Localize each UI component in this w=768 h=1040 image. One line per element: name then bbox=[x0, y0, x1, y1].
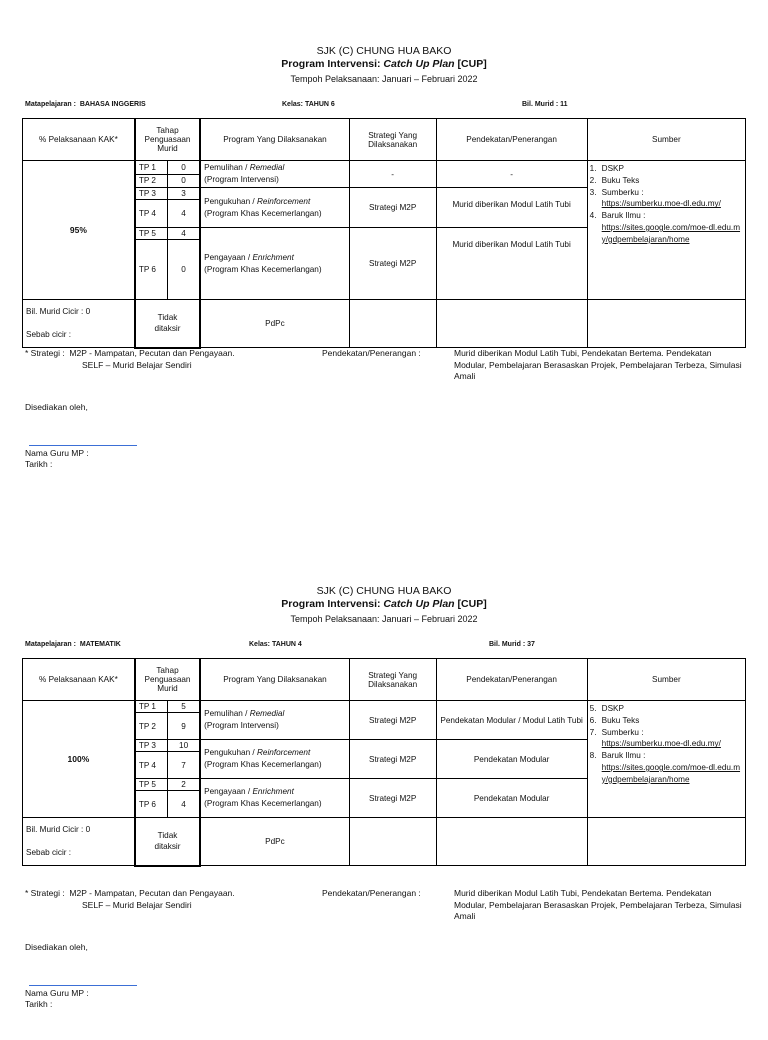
program-cell bbox=[200, 228, 349, 300]
tp-value: 2 bbox=[168, 779, 201, 791]
program-name-en: Remedial bbox=[249, 709, 285, 718]
program-cell bbox=[200, 188, 349, 228]
source-item bbox=[590, 175, 743, 187]
empty-source-cell bbox=[587, 300, 745, 348]
dropout-reason-label: Sebab cicir : bbox=[26, 848, 72, 857]
count-label: Bil. Murid : bbox=[522, 101, 559, 108]
header-source: Sumber bbox=[587, 659, 745, 701]
subject-info bbox=[25, 641, 121, 648]
strategy-line2: SELF – Murid Belajar Sendiri bbox=[82, 359, 192, 370]
class-label: Kelas: bbox=[282, 101, 304, 108]
subject-value: BAHASA INGGERIS bbox=[79, 101, 146, 108]
program-name: Pengukuhan / bbox=[204, 748, 257, 757]
dropout-label: Bil. Murid Cicir : bbox=[26, 825, 84, 834]
tp-label: TP 6 bbox=[135, 240, 168, 300]
program-name: Pemulihan / bbox=[204, 163, 250, 172]
strategy-line1: M2P - Mampatan, Pecutan dan Pengayaan. bbox=[69, 348, 235, 358]
source-list bbox=[590, 163, 743, 246]
empty-approach-cell bbox=[436, 300, 587, 348]
tp-label: TP 1 bbox=[135, 161, 168, 175]
pdpc-cell: PdPc bbox=[200, 300, 349, 348]
program-title bbox=[0, 58, 768, 70]
subject-value: MATEMATIK bbox=[79, 641, 121, 648]
program-prefix: Program Intervensi: bbox=[281, 598, 384, 610]
strategy-cell: Strategi M2P bbox=[349, 779, 436, 818]
empty-source-cell bbox=[587, 818, 745, 866]
strategy-note bbox=[25, 348, 235, 360]
cup-form-section bbox=[0, 0, 768, 500]
program-suffix: [CUP] bbox=[454, 598, 487, 610]
tp-value: 0 bbox=[168, 174, 201, 188]
source-number: 8. bbox=[589, 751, 597, 761]
class-info bbox=[282, 101, 335, 108]
tp-value: 0 bbox=[168, 240, 201, 300]
source-item bbox=[590, 210, 743, 245]
source-link[interactable]: https://sumberku.moe-dl.edu.my/ bbox=[601, 739, 721, 749]
program-desc: (Program Khas Kecemerlangan) bbox=[204, 208, 322, 218]
program-name-en: Reinforcement bbox=[256, 196, 311, 206]
tp-value: 5 bbox=[168, 701, 201, 713]
program-cell bbox=[200, 740, 349, 779]
program-desc: (Program Khas Kecemerlangan) bbox=[204, 264, 322, 274]
period-line: Tempoh Pelaksanaan: Januari – Februari 2022 bbox=[290, 74, 478, 84]
school-name: SJK (C) CHUNG HUA BAKO bbox=[316, 585, 452, 597]
percent-cell: 95% bbox=[23, 161, 135, 300]
count-value: 37 bbox=[527, 641, 535, 648]
tp-label: TP 5 bbox=[135, 228, 168, 240]
approach-label: Pendekatan/Penerangan : bbox=[322, 888, 421, 898]
intervention-table bbox=[22, 118, 746, 349]
empty-strategy-cell bbox=[349, 818, 436, 866]
dropout-cell bbox=[23, 818, 135, 866]
class-value: TAHUN 6 bbox=[304, 101, 335, 108]
source-text: Sumberku : bbox=[601, 187, 644, 197]
program-prefix: Program Intervensi: bbox=[281, 58, 384, 70]
class-value: TAHUN 4 bbox=[271, 641, 302, 648]
class-info bbox=[249, 641, 302, 648]
cup-form-section bbox=[0, 540, 768, 1040]
percent-cell: 100% bbox=[23, 701, 135, 818]
program-desc: (Program Intervensi) bbox=[204, 721, 279, 730]
approach-label: Pendekatan/Penerangan : bbox=[322, 348, 421, 358]
source-cell bbox=[587, 701, 745, 818]
prepared-by: Disediakan oleh, bbox=[25, 402, 88, 412]
subject-label: Matapelajaran : bbox=[25, 641, 76, 648]
source-number: 7. bbox=[589, 727, 597, 737]
student-count bbox=[489, 641, 535, 648]
program-name: Pengukuhan / bbox=[204, 196, 257, 206]
source-number: 4. bbox=[589, 211, 597, 221]
tp-value: 4 bbox=[168, 228, 201, 240]
strategy-cell: Strategi M2P bbox=[349, 740, 436, 779]
approach-cell: Murid diberikan Modul Latih Tubi bbox=[436, 228, 587, 300]
dropout-value: 0 bbox=[85, 825, 91, 834]
date-label: Tarikh : bbox=[25, 999, 53, 1009]
source-link[interactable]: https://sumberku.moe-dl.edu.my/ bbox=[601, 199, 721, 209]
tp-label: TP 6 bbox=[135, 791, 168, 818]
strategy-line1: M2P - Mampatan, Pecutan dan Pengayaan. bbox=[69, 888, 235, 898]
teacher-label: Nama Guru MP : bbox=[25, 988, 89, 998]
tp-value: 10 bbox=[168, 740, 201, 752]
not-assessed-text: Tidak ditaksir bbox=[154, 313, 181, 334]
dropout-cell bbox=[23, 300, 135, 348]
program-desc: (Program Khas Kecemerlangan) bbox=[204, 799, 322, 808]
program-title bbox=[0, 598, 768, 610]
program-name: Pengayaan / bbox=[204, 787, 253, 796]
source-text: Baruk Ilmu : bbox=[601, 751, 646, 761]
pdpc-cell: PdPc bbox=[200, 818, 349, 866]
student-count bbox=[522, 101, 568, 108]
program-name-en: Enrichment bbox=[252, 252, 294, 262]
source-text: Sumberku : bbox=[601, 727, 644, 737]
header-strategy: Strategi Yang Dilaksanakan bbox=[349, 119, 436, 161]
source-text: DSKP bbox=[601, 704, 624, 713]
dropout-reason-label: Sebab cicir : bbox=[26, 330, 72, 339]
program-italic: Catch Up Plan bbox=[383, 58, 455, 70]
header-level: Tahap Penguasaan Murid bbox=[135, 659, 200, 701]
source-link[interactable]: https://sites.google.com/moe-dl.edu.my/gdpembelajaran/home bbox=[601, 222, 741, 244]
approach-text: Murid diberikan Modul Latih Tubi, Pendekatan Bertema. Pendekatan Modular, Pembelajaran Berasaskan Projek, Pembelajaran Terbeza, Simulasi Amali bbox=[454, 348, 742, 381]
teacher-label: Nama Guru MP : bbox=[25, 448, 89, 458]
approach-cell: Pendekatan Modular bbox=[436, 779, 587, 818]
period-line: Tempoh Pelaksanaan: Januari – Februari 2022 bbox=[290, 614, 478, 624]
tp-label: TP 3 bbox=[135, 188, 168, 200]
program-cell bbox=[200, 779, 349, 818]
program-cell bbox=[200, 701, 349, 740]
header-level: Tahap Penguasaan Murid bbox=[135, 119, 200, 161]
source-list bbox=[590, 703, 743, 786]
tp-value: 7 bbox=[168, 752, 201, 779]
approach-cell: - bbox=[436, 161, 587, 188]
source-number: 5. bbox=[589, 704, 597, 713]
source-text: Baruk Ilmu : bbox=[601, 211, 646, 221]
signature-line[interactable] bbox=[29, 985, 137, 986]
header-strategy: Strategi Yang Dilaksanakan bbox=[349, 659, 436, 701]
empty-strategy-cell bbox=[349, 300, 436, 348]
tp-value: 3 bbox=[168, 188, 201, 200]
source-item bbox=[590, 727, 743, 751]
header-percent: % Pelaksanaan KAK* bbox=[23, 659, 135, 701]
table-footer-row bbox=[23, 300, 746, 348]
table-footer-row bbox=[23, 818, 746, 866]
tp-label: TP 2 bbox=[135, 713, 168, 740]
tp-value: 4 bbox=[168, 200, 201, 228]
table-header-row bbox=[23, 659, 746, 701]
strategy-line2: SELF – Murid Belajar Sendiri bbox=[82, 899, 192, 910]
tp-label: TP 3 bbox=[135, 740, 168, 752]
source-item bbox=[590, 715, 743, 727]
empty-approach-cell bbox=[436, 818, 587, 866]
source-text: Buku Teks bbox=[601, 715, 640, 725]
approach-cell: Murid diberikan Modul Latih Tubi bbox=[436, 188, 587, 228]
source-link[interactable]: https://sites.google.com/moe-dl.edu.my/gdpembelajaran/home bbox=[601, 762, 741, 784]
source-number: 6. bbox=[589, 715, 597, 725]
strategy-note bbox=[25, 888, 235, 900]
source-cell bbox=[587, 161, 745, 300]
source-text: DSKP bbox=[601, 164, 624, 173]
header-program: Program Yang Dilaksanakan bbox=[200, 119, 349, 161]
table-row bbox=[23, 161, 746, 175]
not-assessed bbox=[135, 300, 200, 348]
tp-label: TP 5 bbox=[135, 779, 168, 791]
strategy-cell: Strategi M2P bbox=[349, 228, 436, 300]
source-number: 3. bbox=[589, 187, 597, 197]
strategy-cell: Strategi M2P bbox=[349, 188, 436, 228]
program-desc: (Program Intervensi) bbox=[204, 175, 279, 184]
program-desc: (Program Khas Kecemerlangan) bbox=[204, 760, 322, 769]
count-label: Bil. Murid : bbox=[489, 641, 526, 648]
approach-text: Murid diberikan Modul Latih Tubi, Pendekatan Bertema. Pendekatan Modular, Pembelajaran Berasaskan Projek, Pembelajaran Terbeza, Simulasi Amali bbox=[454, 888, 742, 921]
not-assessed-text: Tidak ditaksir bbox=[154, 831, 181, 852]
program-name-en: Enrichment bbox=[252, 787, 294, 796]
strategy-label: * Strategi : bbox=[25, 888, 65, 898]
header-source: Sumber bbox=[587, 119, 745, 161]
program-name-en: Remedial bbox=[249, 163, 285, 172]
tp-label: TP 1 bbox=[135, 701, 168, 713]
count-value: 11 bbox=[560, 101, 568, 108]
signature-line[interactable] bbox=[29, 445, 137, 446]
dropout-value: 0 bbox=[85, 307, 91, 316]
header-approach: Pendekatan/Penerangan bbox=[436, 659, 587, 701]
date-label: Tarikh : bbox=[25, 459, 53, 469]
dropout-label: Bil. Murid Cicir : bbox=[26, 307, 84, 316]
school-name: SJK (C) CHUNG HUA BAKO bbox=[316, 45, 452, 57]
header-program: Program Yang Dilaksanakan bbox=[200, 659, 349, 701]
header-percent: % Pelaksanaan KAK* bbox=[23, 119, 135, 161]
not-assessed bbox=[135, 818, 200, 866]
source-number: 2. bbox=[589, 175, 597, 185]
program-name-en: Reinforcement bbox=[256, 748, 311, 757]
program-name: Pengayaan / bbox=[204, 252, 253, 262]
prepared-by: Disediakan oleh, bbox=[25, 942, 88, 952]
teacher-block bbox=[25, 988, 89, 1010]
teacher-block bbox=[25, 448, 89, 470]
strategy-cell: - bbox=[349, 161, 436, 188]
source-item bbox=[590, 187, 743, 211]
source-item bbox=[590, 750, 743, 785]
strategy-cell: Strategi M2P bbox=[349, 701, 436, 740]
header-approach: Pendekatan/Penerangan bbox=[436, 119, 587, 161]
class-label: Kelas: bbox=[249, 641, 271, 648]
table-row bbox=[23, 701, 746, 713]
source-item bbox=[590, 163, 743, 175]
tp-label: TP 2 bbox=[135, 174, 168, 188]
strategy-label: * Strategi : bbox=[25, 348, 65, 358]
program-name: Pemulihan / bbox=[204, 709, 250, 718]
tp-value: 4 bbox=[168, 791, 201, 818]
table-header-row bbox=[23, 119, 746, 161]
tp-label: TP 4 bbox=[135, 752, 168, 779]
program-italic: Catch Up Plan bbox=[383, 598, 455, 610]
tp-label: TP 4 bbox=[135, 200, 168, 228]
program-suffix: [CUP] bbox=[454, 58, 487, 70]
tp-value: 9 bbox=[168, 713, 201, 740]
subject-info bbox=[25, 101, 146, 108]
subject-label: Matapelajaran : bbox=[25, 101, 76, 108]
source-item bbox=[590, 703, 743, 715]
source-text: Buku Teks bbox=[601, 175, 640, 185]
intervention-table bbox=[22, 658, 746, 867]
source-number: 1. bbox=[589, 164, 597, 173]
tp-value: 0 bbox=[168, 161, 201, 175]
approach-cell: Pendekatan Modular bbox=[436, 740, 587, 779]
program-cell bbox=[200, 161, 349, 188]
approach-cell: Pendekatan Modular / Modul Latih Tubi bbox=[436, 701, 587, 740]
